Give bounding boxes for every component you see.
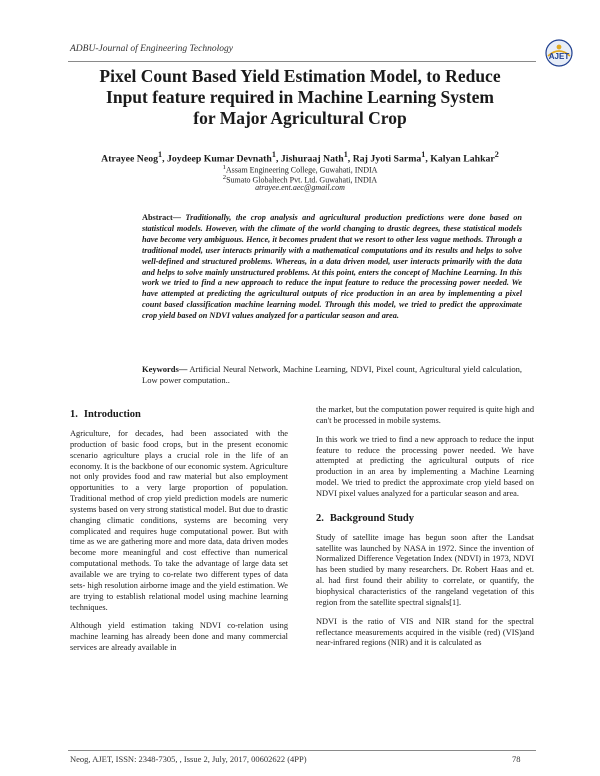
- logo-text: AJET: [548, 52, 570, 61]
- keywords-label: Keywords—: [142, 364, 188, 374]
- author-list: Atrayee Neog$^1$, Joydeep Kumar Devnath$^1$, Jishuraaj Nath$^1$, Raj Jyoti Sarma$^1$, Kalyan Lahkar$^2$: [101, 150, 499, 165]
- footer-citation: Neog, AJET, ISSN: 2348-7305, , Issue 2, July, 2017, 00602622 (4PP): [70, 754, 307, 764]
- abstract: [142, 213, 522, 322]
- title-line: Pixel Count Based Yield Estimation Model, to Reduce: [99, 66, 501, 86]
- paragraph: Although yield estimation taking NDVI co-relation using machine learning has already been done and many commercial services are already available in: [70, 621, 288, 653]
- footer-rule: [68, 750, 536, 751]
- title-line: for Major Agricultural Crop: [193, 108, 407, 128]
- paragraph: Agriculture, for decades, had been associated with the production of basic food crops, but in the present economic scenario agriculture plays a crucial role in the life of an economy. It is the backbone of our economic system. Agriculture not only provides food and raw material but also employment opportunities to a very large proportion of population. Traditional method of crop yield prediction models are numeric systems based on very strong statistical model. But due to drastic changing climatic conditions, systems are becoming very complicated and requires huge computational power. But with time as we are gathering more and more data, data driven modes become more meaningful and cost effective than numerical computational methods. To take the advantage of large data set available we are trying to co-relate two different types of data sets- high resolution airborne image and the yield estimation. We are trying to establish relational model using machine learning techniques.: [70, 429, 288, 612]
- author-name: Kalyan Lahkar: [430, 153, 495, 165]
- header-rule: [68, 61, 536, 62]
- keywords: [142, 364, 522, 386]
- abstract-label: Abstract—: [142, 213, 181, 222]
- page-number: 78: [512, 754, 521, 764]
- left-column: [70, 408, 288, 662]
- author-name: Atrayee Neog: [101, 153, 158, 165]
- author-email: atrayee.ent.aec@gmail.com: [255, 183, 345, 192]
- paper-title: [60, 66, 540, 129]
- keywords-text: Artificial Neural Network, Machine Learning, NDVI, Pixel count, Agricultural yield calculation, Low power computation..: [142, 364, 522, 385]
- paragraph: Study of satellite image has begun soon after the Landsat satellite was launched by NASA in 1972. Since the invention of Normalized Difference Vegetation Index (NDVI) in 1973, NDVI has been studied by many researchers. Dr. Robert Haas and et. al. had first found their ability to correlate, or quantify, the biophysical characteristics of the rangeland vegetation of this region from the satellite spectral signals[1].: [316, 532, 534, 607]
- author-name: Joydeep Kumar Devnath: [166, 153, 272, 165]
- paragraph: NDVI is the ratio of VIS and NIR stand for the spectral reflectance measurements acquired in the visible (red) (VIS)and near-infrared regions (NIR) and it is calculated as: [316, 616, 534, 648]
- abstract-text: Traditionally, the crop analysis and agricultural production predictions were done based on statistical models. However, with the climate of the world changing to drastic degrees, these statistical models have become very ambiguous. Hence, it becomes prudent that we resort to other less vague methods. Through a traditional model, user interacts primarily with a mathematical computations and its results and helps to solve well-defined and structured problems. Whereas, in a data driven model, user interacts primarily with the data and helps to solve mainly unstructured problems. At this point, enters the concept of Machine Learning. In this work we tried to find a new approach to reduce the input feature to reduce the processing power needed. We have attempted at predicting the agricultural outputs of rice production in an area by implementing a pixel count based classification machine learning model. Through this model, we tried to predict the approximate crop yield based on NDVI values analyzed for a particular season and area.: [142, 213, 523, 321]
- right-column: [316, 405, 534, 657]
- paragraph: the market, but the computation power required is quite high and can't be processed in mobile systems.: [316, 405, 534, 425]
- section-heading-background-study: 2. Background Study: [316, 512, 415, 524]
- running-head: ADBU-Journal of Engineering Technology: [70, 44, 233, 54]
- affiliation: $^1$Assam Engineering College, Guwahati, INDIA: [222, 164, 378, 175]
- section-heading-introduction: 1. Introduction: [70, 409, 141, 420]
- paragraph: In this work we tried to find a new approach to reduce the input feature to reduce the processing power needed. We have attempted at predicting the agricultural outputs of rice production in an area by implementing a Machine Learning model. We tried to predict the approximate crop yield based on NDVI pixel values analyzed for a particular season and area.: [316, 434, 534, 498]
- author-name: Raj Jyoti Sarma: [352, 153, 422, 165]
- affiliation: $^2$Sumato Globaltech Pvt. Ltd. Guwahati, INDIA: [222, 174, 378, 185]
- author-name: Jishuraaj Nath: [280, 153, 344, 165]
- journal-logo-icon: [544, 38, 574, 68]
- title-line: Input feature required in Machine Learning System: [106, 87, 494, 107]
